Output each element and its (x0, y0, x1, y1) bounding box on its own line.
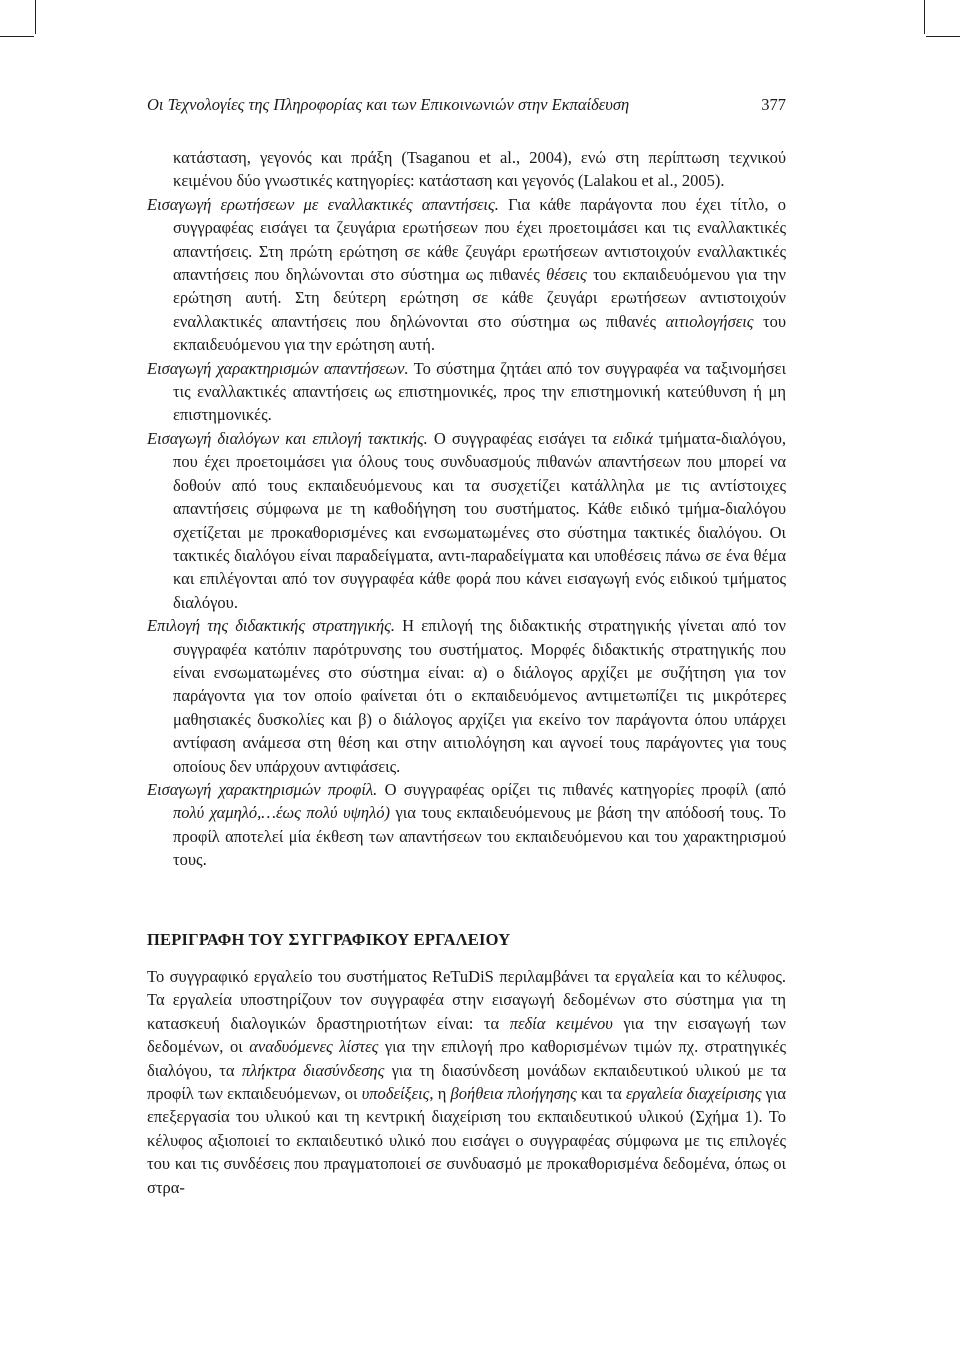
item-dialogues: Εισαγωγή διαλόγων και επιλογή τακτικής. Ο συγγραφέας εισάγει τα ειδικά τμήματα-διαλόγου, που έχει προετοιμάσει για όλους τους συνδυασμούς πιθανών απαντήσεων που μπορεί να δοθούν από τους εκπαιδευόμενους και τα συσχετίζει κατάλληλα με τις αντίστοιχες απαντήσεις σύμφωνα με τη καθοδήγηση του συστήματος. Κάθε ειδικό τμήμα-διαλόγου σχετίζεται με προκαθορισμένες και ενσωματωμένες στο σύστημα τακτικές διαλόγου. Οι τακτικές διαλόγου είναι παραδείγματα, αντι-παραδείγματα και υποθέσεις πάνω σε ένα θέμα και επιλέγονται από τον συγγραφέα κάθε φορά που κάνει εισαγωγή ενός ειδικού τμήματος διαλόγου. (147, 428, 787, 612)
page-number: 377 (761, 95, 786, 114)
intro-paragraph: κατάσταση, γεγονός και πράξη (Tsaganou et al., 2004), ενώ στη περίπτωση τεχνικού κειμένου δύο γνωστικές κατηγορίες: κατάσταση και γεγονός (Lalakou et al., 2005). (173, 148, 786, 191)
item-answer-labels: Εισαγωγή χαρακτηρισμών απαντήσεων. Το σύστημα ζητάει από τον συγγραφέα να ταξινομήσει τις εναλλακτικές απαντήσεις ως επιστημονικές, προς την επιστημονική κατεύθυνση ή μη επιστημονικές. (147, 358, 787, 425)
section-heading: ΠΕΡΙΓΡΑΦΗ ΤΟΥ ΣΥΓΓΡΑΦΙΚΟΥ ΕΡΓΑΛΕΙΟΥ (147, 930, 511, 949)
running-title: Οι Τεχνολογίες της Πληροφορίας και των Επικοινωνιών στην Εκπαίδευση (147, 95, 630, 114)
body-text (147, 146, 786, 872)
crop-mark-top-right-h (926, 36, 960, 37)
item-title: Επιλογή της διδακτικής στρατηγικής. (147, 616, 395, 636)
item-title: Εισαγωγή διαλόγων και επιλογή τακτικής. (147, 428, 428, 448)
item-questions: Εισαγωγή ερωτήσεων με εναλλακτικές απαντήσεις. Για κάθε παράγοντα που έχει τίτλο, ο συγγραφέας εισάγει τα ζευγάρια ερωτήσεων που έχει προετοιμάσει και τις εναλλακτικές απαντήσεις. Στη πρώτη ερώτηση σε κάθε ζευγάρι ερωτήσεων αντιστοιχούν εναλλακτικές απαντήσεις που δηλώνονται στο σύστημα ως πιθανές θέσεις του εκπαιδευόμενου για την ερώτηση αυτή. Στη δεύτερη ερώτηση σε κάθε ζευγάρι ερωτήσεων αντιστοιχούν εναλλακτικές απαντήσεις που δηλώνονται στο σύστημα ως πιθανές αιτιολογήσεις του εκπαιδευόμενου για την ερώτηση αυτή. (147, 194, 786, 355)
section-body (147, 965, 786, 1199)
running-header (147, 95, 786, 115)
item-title: Εισαγωγή ερωτήσεων με εναλλακτικές απαντήσεις. (147, 194, 499, 214)
section-paragraph: Το συγγραφικό εργαλείο του συστήματος ReTuDiS περιλαμβάνει τα εργαλεία και το κέλυφος. Τα εργαλεία υποστηρίζουν τον συγγραφέα στην εισαγωγή δεδομένων στο σύστημα για τη κατασκευή διαλογικών δραστηριοτήτων είναι: τα πεδία κειμένου για την εισαγωγή των δεδομένων, οι αναδυόμενες λίστες για την επιλογή προ καθορισμένων τιμών πχ. στρατηγικές διαλόγου, τα πλήκτρα διασύνδεσης για τη διασύνδεση μονάδων εκπαιδευτικού υλικού με τα προφίλ των εκπαιδευόμενων, οι υποδείξεις, η βοήθεια πλοήγησης και τα εργαλεία διαχείρισης για επεξεργασία του υλικού και τη κεντρική διαχείριση του εκπαιδευτικού υλικού (Σχήμα 1). Το κέλυφος αξιοποιεί το εκπαιδευτικό υλικό που εισάγει ο συγγραφέας σύμφωνα με τις επιλογές του και τις συνδέσεις που πραγματοποιεί σε συνδυασμό με προκαθορισμένα δεδομένα, όπως οι στρα- (147, 967, 786, 1197)
item-profile: Εισαγωγή χαρακτηρισμών προφίλ. Ο συγγραφέας ορίζει τις πιθανές κατηγορίες προφίλ (από πολύ χαμηλό,…έως πολύ υψηλό) για τους εκπαιδευόμενους με βάση την απόδοσή τους. Το προφίλ αποτελεί μία έκθεση των απαντήσεων του εκπαιδευόμενου και του χαρακτηρισμού τους. (147, 779, 786, 870)
crop-mark-top-left (35, 0, 36, 34)
crop-mark-top-left-h (0, 36, 34, 37)
crop-mark-top-right (924, 0, 925, 34)
item-title: Εισαγωγή χαρακτηρισμών απαντήσεων. (147, 358, 409, 378)
item-title: Εισαγωγή χαρακτηρισμών προφίλ. (147, 779, 378, 799)
item-strategy: Επιλογή της διδακτικής στρατηγικής. Η επιλογή της διδακτικής στρατηγικής γίνεται από τον συγγραφέα κατόπιν παρότρυνσης του συστήματος. Μορφές διδακτικής στρατηγικής που είναι ενσωματωμένες στο σύστημα είναι: α) ο διάλογος αρχίζει με συζήτηση για τον παράγοντα για τον οποίο φαίνεται ότι ο εκπαιδευόμενος αντιμετωπίζει τις μικρότερες μαθησιακές δυσκολίες και β) ο διάλογος αρχίζει για εκείνο τον παράγοντα όπου υπάρχει αντίφαση ανάμεσα στη θέση και στην αιτιολόγηση και αγνοεί τους παράγοντες για τους οποίους δεν υπάρχουν αντιφάσεις. (147, 616, 787, 776)
